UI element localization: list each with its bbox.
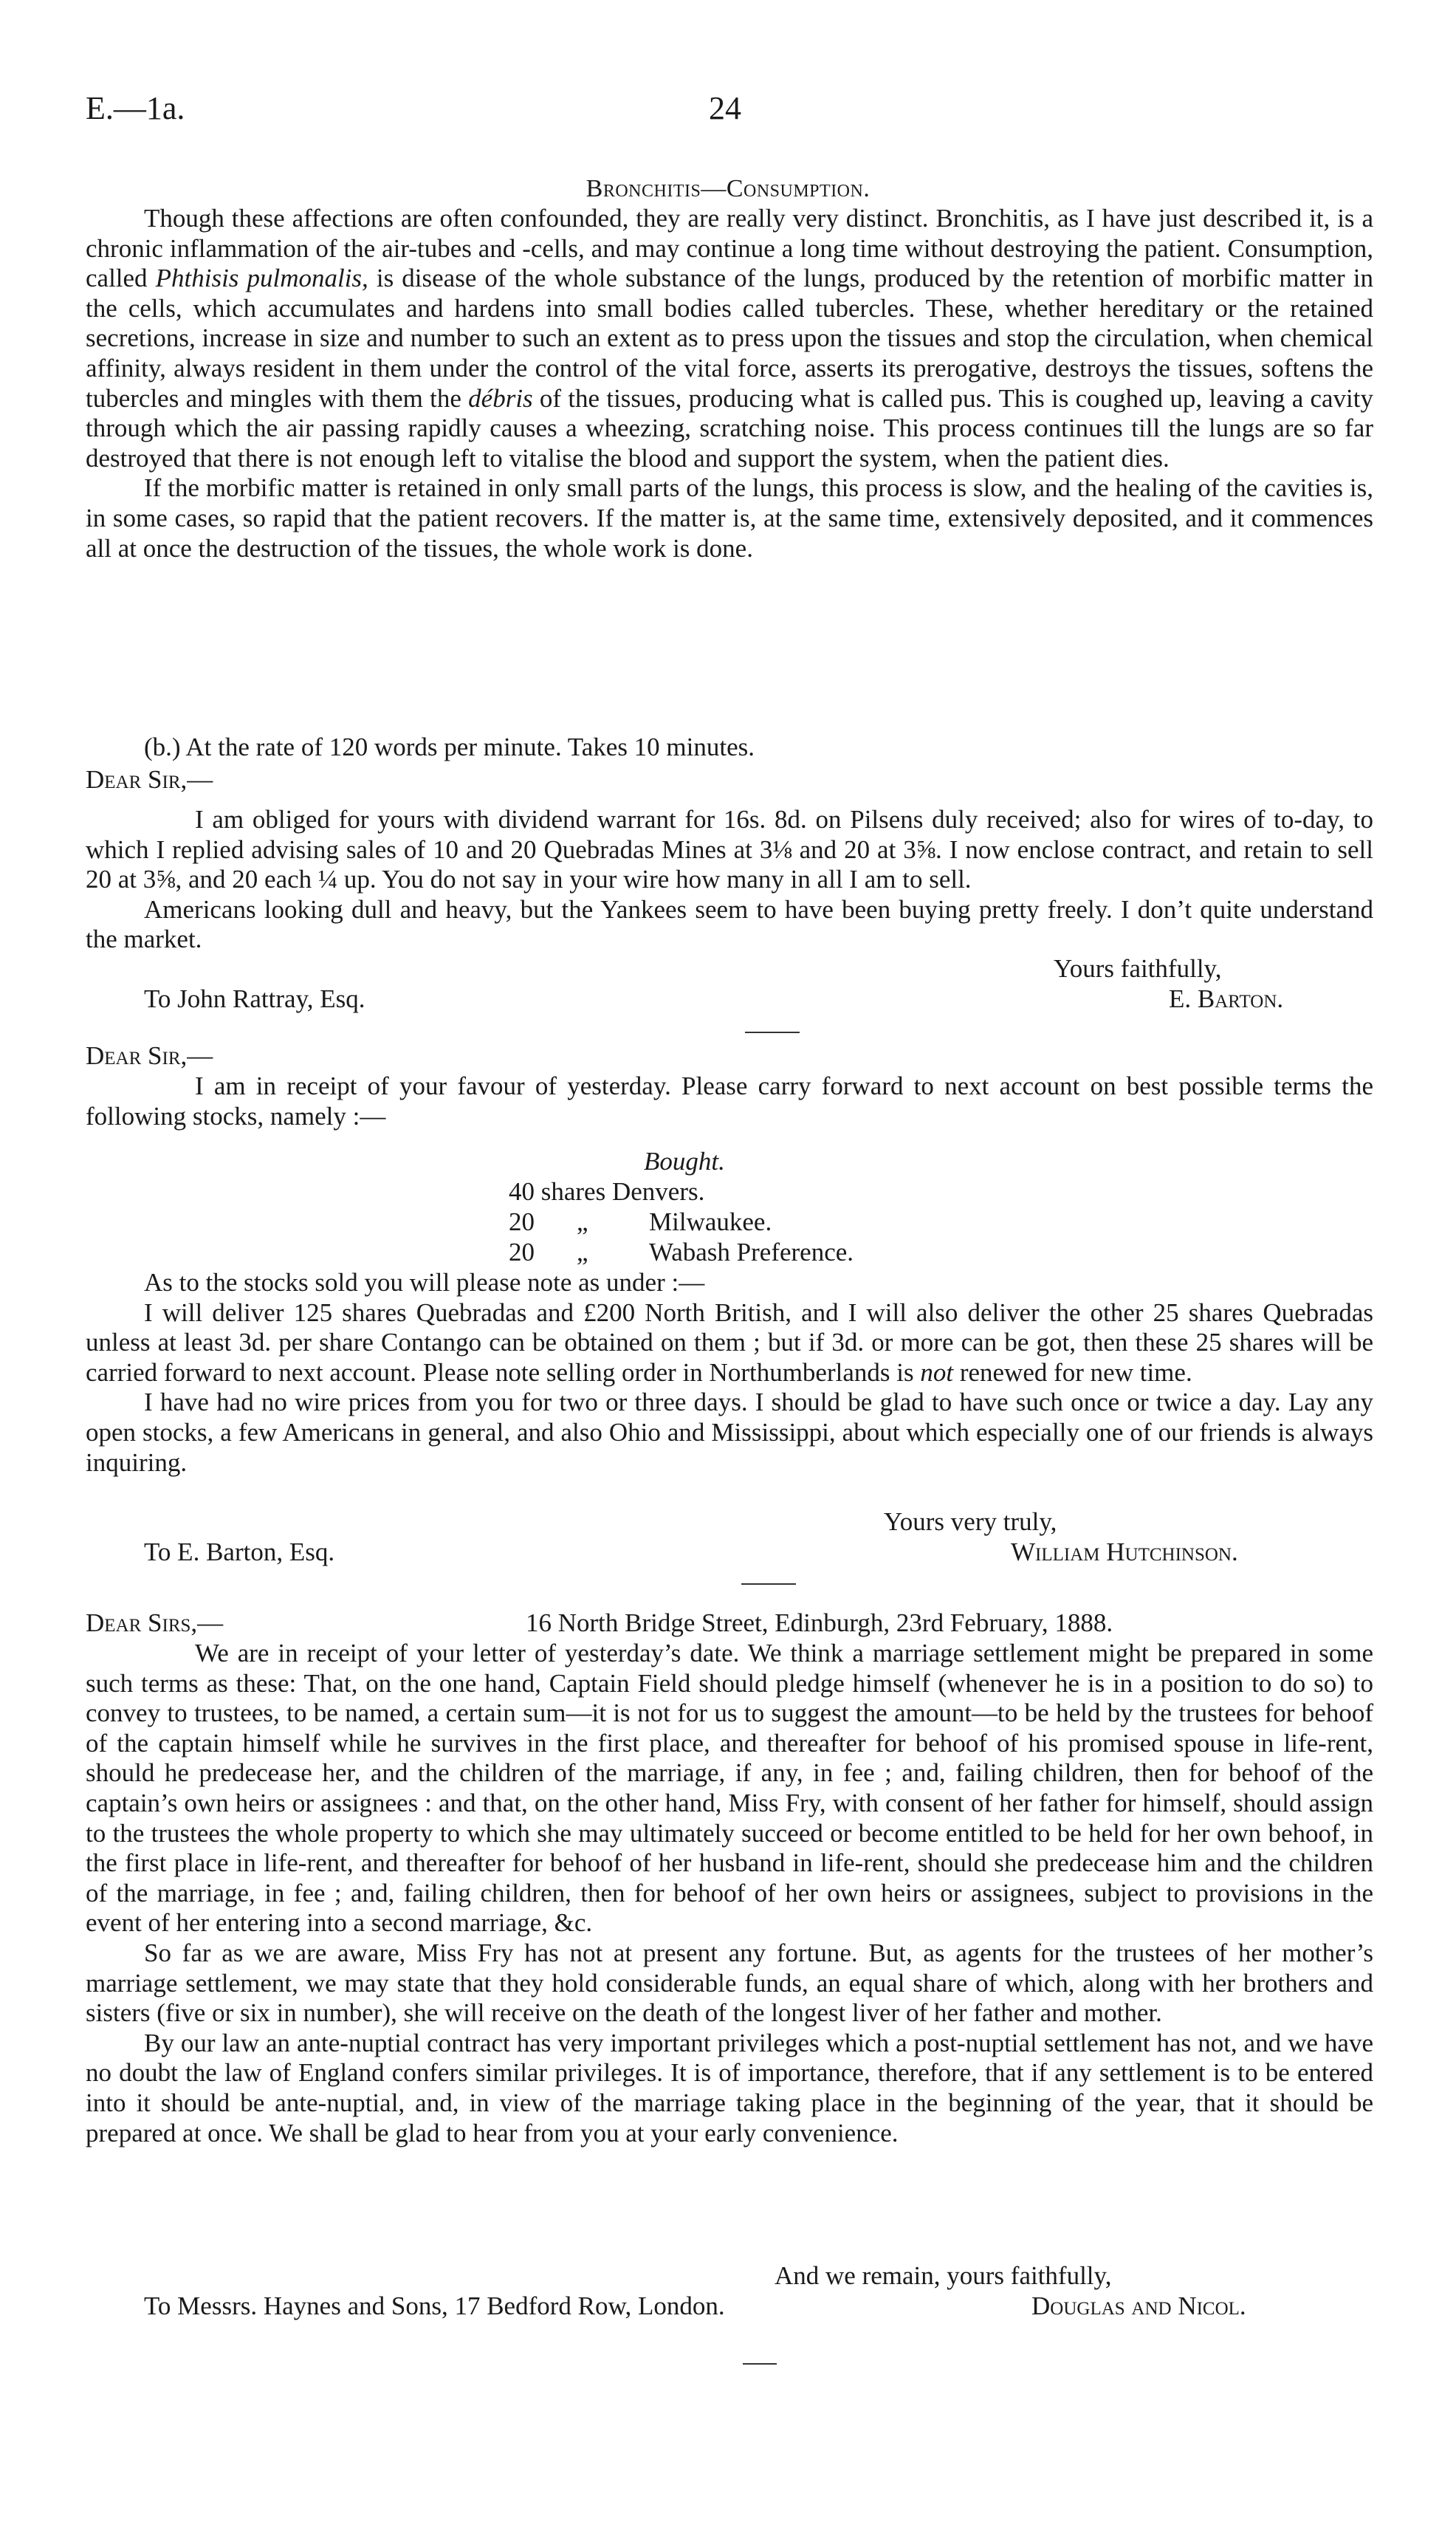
stock-quantity: 20 xyxy=(509,1238,535,1266)
letter2-body xyxy=(86,1268,1373,1478)
exercise-heading xyxy=(144,733,755,763)
bronchitis-body xyxy=(86,204,1373,563)
paragraph-text: is disease of the whole substance of the lungs, produced by the retention of morbific matter in the cells, which accumulates and hardens into small bodies called tubercles. These, whether hereditary or the retained secretions, increase in size and number to such an extent as to press upon the tissues and stop the circulation, when chemical affinity, always resident in them under the control of the vital force, asserts its prerogative, destroys the tissues, softens the tubercles and mingles with them the xyxy=(86,264,1373,413)
bronchitis-paragraph-2: If the morbific matter is retained in only small parts of the lungs, this process is slow, and the healing of the cavities is, in some cases, so rapid that the patient recovers. If the matter is, at the same time, extensively deposited, and it commences all at once the destruction of the tissues, the whole work is done. xyxy=(86,473,1373,563)
italic-word: débris xyxy=(468,383,533,413)
exercise-text: At the rate of 120 words per minute. Takes 10 minutes. xyxy=(180,733,755,761)
end-rule xyxy=(743,2363,777,2365)
letter2-addressee: To E. Barton, Esq. xyxy=(144,1538,335,1566)
stock-name: Wabash Preference. xyxy=(649,1238,854,1266)
exercise-label: (b.) xyxy=(144,733,181,761)
letter2-paragraph-3 xyxy=(86,1298,1373,1388)
letter2-paragraph-2: As to the stocks sold you will please note as under :— xyxy=(144,1268,705,1297)
paragraph-text: I will deliver 125 shares Quebradas and £200 North British, and I will also deliver the other 25 shares Quebradas unless at least 3d. per share Contango can be obtained on them ; but if 3d. or more can be got, then these 25 shares will be carried forward to next account. Please note selling order in Northumberlands is xyxy=(86,1298,1373,1387)
letter3-address-date: 16 North Bridge Street, Edinburgh, 23rd February, 1888. xyxy=(526,1608,1113,1637)
letter1-closing: Yours faithfully, xyxy=(1054,954,1222,983)
paragraph-text: of the tissues, producing what is called pus. This is coughed up, leaving a cavity through which the air passing rapidly causes a wheezing, scratching noise. This process continues till the lungs are so far destroyed that there is not enough left to vitalise the blood and support the system, when the patient dies. xyxy=(86,383,1373,473)
letter3-paragraph-3: By our law an ante-nuptial contract has very important privileges which a post-nuptial settlement has not, and we have no doubt the law of England confers similar privileges. It is of importance, therefore, that if any settlement is to be entered into it should be ante-nuptial, and, in view of the marriage taking place in the beginning of the year, that it should be prepared at once. We shall be glad to hear from you at your early convenience. xyxy=(86,2028,1373,2147)
stock-quantity: 20 xyxy=(509,1207,535,1236)
page-number: 24 xyxy=(709,90,741,126)
stock-quantity: 40 xyxy=(509,1177,535,1206)
letter2-intro xyxy=(86,1072,1373,1131)
list-item xyxy=(509,1177,704,1207)
letter3-signature: Douglas and Nicol. xyxy=(1031,2291,1246,2320)
bought-label: Bought. xyxy=(644,1147,725,1176)
letter1-signature: E. Barton. xyxy=(1169,984,1284,1013)
letter1-paragraph-2: Americans looking dull and heavy, but the Yankees seem to have been buying pretty freely. I don’t quite understand the market. xyxy=(86,894,1373,954)
list-item xyxy=(509,1238,854,1268)
separator-rule xyxy=(741,1583,796,1585)
letter2-paragraph-4: I have had no wire prices from you for two or three days. I should be glad to have such once or twice a day. Lay any open stocks, a few Americans in general, and also Ohio and Mississippi, about which especially one of our friends is always inquiring. xyxy=(86,1388,1373,1477)
letter2-salutation: Dear Sir,— xyxy=(86,1041,213,1070)
ditto-mark: „ xyxy=(577,1238,588,1266)
bronchitis-paragraph-1 xyxy=(86,204,1373,473)
letter2-signature: William Hutchinson. xyxy=(1011,1538,1238,1566)
medical-term: Phthisis pulmonalis, xyxy=(155,264,368,293)
stock-name: Denvers. xyxy=(611,1177,705,1206)
section-title: Bronchitis—Consumption. xyxy=(586,175,870,202)
letter3-body xyxy=(86,1639,1373,2148)
list-item xyxy=(509,1207,772,1238)
letter1-body xyxy=(86,805,1373,955)
stock-name: Milwaukee. xyxy=(649,1207,772,1236)
separator-rule xyxy=(745,1032,800,1033)
stock-unit: shares xyxy=(540,1177,606,1206)
letter3-addressee: To Messrs. Haynes and Sons, 17 Bedford Row, London. xyxy=(144,2291,725,2320)
letter3-paragraph-2: So far as we are aware, Miss Fry has not at present any fortune. But, as agents for the trustees of her mother’s marriage settlement, we may state that they hold considerable funds, an equal share of which, along with her brothers and sisters (five or six in number), she will receive on the death of the longest liver of her father and mother. xyxy=(86,1938,1373,2028)
italic-word: not xyxy=(920,1357,954,1387)
document-reference: E.—1a. xyxy=(86,90,185,126)
letter1-addressee: To John Rattray, Esq. xyxy=(144,984,365,1013)
letter3-paragraph-1: We are in receipt of your letter of yesterday’s date. We think a marriage settlement might be prepared in some such terms as these: That, on the one hand, Captain Field should pledge himself (whenever he is in a position to do so) to convey to trustees, to be named, a certain sum—it is not for us to suggest the amount—to be held by the trustees for behoof of the captain himself while he survives in the first place, and thereafter for behoof of his promised spouse in life-rent, should he predecease her, and the children of the marriage, if any, in fee ; and, failing children, then for behoof of the captain’s own heirs or assignees : and that, on the other hand, Miss Fry, with consent of her father for himself, should assign to the trustees the whole property to which she may ultimately succeed or become entitled to be held for her own behoof, in the first place in life-rent, and thereafter for behoof of her husband in life-rent, should she predecease him and the children of the marriage, in fee ; and, failing children, then for behoof of her own heirs or assignees, subject to provisions in the event of her entering into a second marriage, &c. xyxy=(86,1639,1373,1938)
paragraph-text: Though these affections are often confounded, they are really very distinct. Bronchitis, as I have just described it, is a chronic inflammation of the air-tubes and -cells, and may continue a long time without destroying the patient. Consumption, called xyxy=(86,204,1373,293)
letter1-salutation: Dear Sir,— xyxy=(86,765,213,794)
letter2-paragraph-1: I am in receipt of your favour of yesterday. Please carry forward to next account on best possible terms the following stocks, namely :— xyxy=(86,1072,1373,1131)
letter2-closing: Yours very truly, xyxy=(884,1507,1057,1536)
paragraph-text: renewed for new time. xyxy=(953,1357,1192,1387)
letter3-closing: And we remain, yours faithfully, xyxy=(775,2261,1112,2290)
letter1-paragraph-1: I am obliged for yours with dividend warrant for 16s. 8d. on Pilsens duly received; also for wires of to-day, to which I replied advising sales of 10 and 20 Quebradas Mines at 3⅛ and 20 at 3⅝. I now enclose contract, and retain to sell 20 at 3⅝, and 20 each ¼ up. You do not say in your wire how many in all I am to sell. xyxy=(86,805,1373,894)
letter3-salutation: Dear Sirs,— xyxy=(86,1608,224,1637)
ditto-mark: „ xyxy=(577,1207,588,1236)
bought-heading xyxy=(644,1147,725,1177)
